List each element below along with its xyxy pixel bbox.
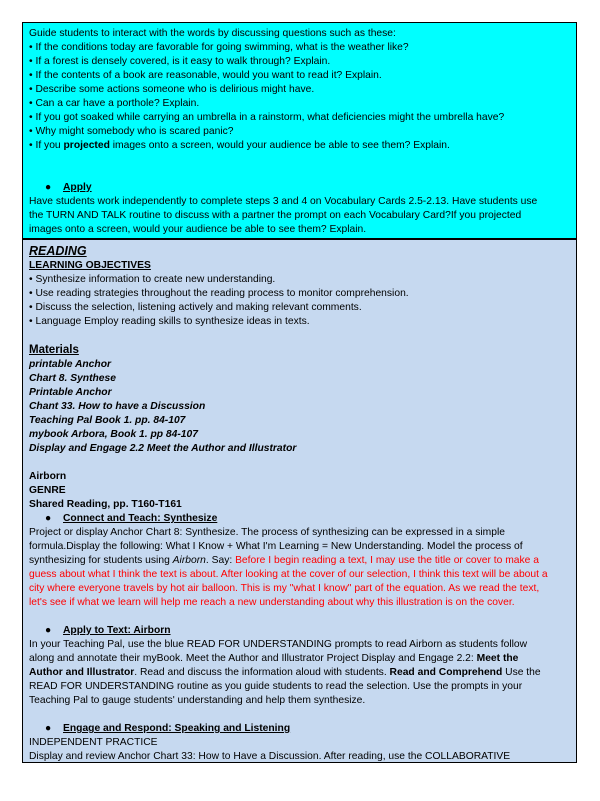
- selection-title: Airborn: [29, 471, 67, 482]
- connect-heading: ● Connect and Teach: Synthesize: [45, 513, 218, 524]
- apply-text-body: along and annotate their myBook. Meet the Author and Illustrator Project Display and Engage 2.2: Meet the: [29, 653, 519, 664]
- objective-item: • Discuss the selection, listening actively and making relevant comments.: [29, 302, 362, 313]
- apply-text-body: READ FOR UNDERSTANDING routine as you guide students to read the selection. Use the prompts in your: [29, 681, 523, 692]
- vocab-question: • Why might somebody who is scared panic?: [29, 126, 234, 137]
- material-item: Teaching Pal Book 1. pp. 84-107: [29, 415, 186, 426]
- vocab-question: • Can a car have a porthole? Explain.: [29, 98, 200, 109]
- apply-heading: ● Apply: [45, 182, 92, 193]
- bullet-icon: ●: [45, 723, 52, 734]
- material-item: Printable Anchor: [29, 387, 112, 398]
- shared-reading: Shared Reading, pp. T160-T161: [29, 499, 182, 510]
- bullet-icon: ●: [45, 513, 52, 524]
- apply-text: Have students work independently to complete steps 3 and 4 on Vocabulary Cards 2.5-2.13. Have students use: [29, 196, 538, 207]
- materials-heading: Materials: [29, 344, 79, 356]
- apply-text-body: Teaching Pal to gauge students' understanding and help them synthesize.: [29, 695, 366, 706]
- vocabulary-section: [22, 22, 577, 239]
- material-item: mybook Arbora, Book 1. pp 84-107: [29, 429, 198, 440]
- objectives-heading: LEARNING OBJECTIVES: [29, 260, 151, 271]
- vocab-question: • Describe some actions someone who is delirious might have.: [29, 84, 315, 95]
- objective-item: • Language Employ reading skills to synthesize ideas in texts.: [29, 316, 310, 327]
- engage-heading: ● Engage and Respond: Speaking and Listening: [45, 723, 291, 734]
- bullet-icon: ●: [45, 625, 52, 636]
- independent-practice: INDEPENDENT PRACTICE: [29, 737, 158, 748]
- material-item: Chart 8. Synthese: [29, 373, 116, 384]
- vocab-question: • If the contents of a book are reasonable, would you want to read it? Explain.: [29, 70, 382, 81]
- display-text: Display and review Anchor Chart 33: How to Have a Discussion. After reading, use the COLLABORATIVE: [29, 751, 511, 762]
- material-item: Chant 33. How to have a Discussion: [29, 401, 206, 412]
- apply-text-body: Author and Illustrator. Read and discuss the information aloud with students. Read and Comprehend Use the: [29, 667, 541, 678]
- objective-item: • Synthesize information to create new understanding.: [29, 274, 276, 285]
- connect-text: Project or display Anchor Chart 8: Synthesize. The process of synthesizing can be expressed in a simple: [29, 527, 505, 538]
- material-item: Display and Engage 2.2 Meet the Author and Illustrator: [29, 443, 297, 454]
- vocab-question-last: • If you projected images onto a screen, would your audience be able to see them? Explain.: [29, 140, 450, 151]
- model-script: guess about what I think the text is about. After looking at the cover of our selection, I think this text will be about a: [29, 569, 548, 580]
- apply-text-heading: ● Apply to Text: Airborn: [45, 625, 171, 636]
- connect-text: synthesizing for students using Airborn. Say: Before I begin reading a text, I may use the title or cover to make a: [29, 555, 539, 566]
- objective-item: • Use reading strategies throughout the reading process to monitor comprehension.: [29, 288, 409, 299]
- apply-text-body: In your Teaching Pal, use the blue READ FOR UNDERSTANDING prompts to read Airborn as students follow: [29, 639, 528, 650]
- vocab-question: • If the conditions today are favorable for going swimming, what is the weather like?: [29, 42, 409, 53]
- connect-text: formula.Display the following: What I Know + What I'm Learning = New Understanding. Model the process of: [29, 541, 523, 552]
- material-item: printable Anchor: [29, 359, 111, 370]
- model-script: let's see if what we learn will help me reach a new understanding about why this illustration is on the cover.: [29, 597, 515, 608]
- apply-text: the TURN AND TALK routine to discuss with a partner the prompt on each Vocabulary Card?If you projected: [29, 210, 522, 221]
- vocab-question: • If a forest is densely covered, is it easy to walk through? Explain.: [29, 56, 331, 67]
- bullet-icon: ●: [45, 182, 52, 193]
- apply-text: images onto a screen, would your audience be able to see them? Explain.: [29, 224, 367, 235]
- reading-title: READING: [29, 244, 87, 258]
- vocab-intro: Guide students to interact with the words by discussing questions such as these:: [29, 28, 396, 39]
- reading-section: [22, 239, 577, 763]
- genre-label: GENRE: [29, 485, 66, 496]
- model-script: city where everyone travels by hot air balloon. This is my "what I know" part of the equation. As we read the text,: [29, 583, 540, 594]
- vocab-question: • If you got soaked while carrying an umbrella in a rainstorm, what deficiencies might the umbrella have?: [29, 112, 505, 123]
